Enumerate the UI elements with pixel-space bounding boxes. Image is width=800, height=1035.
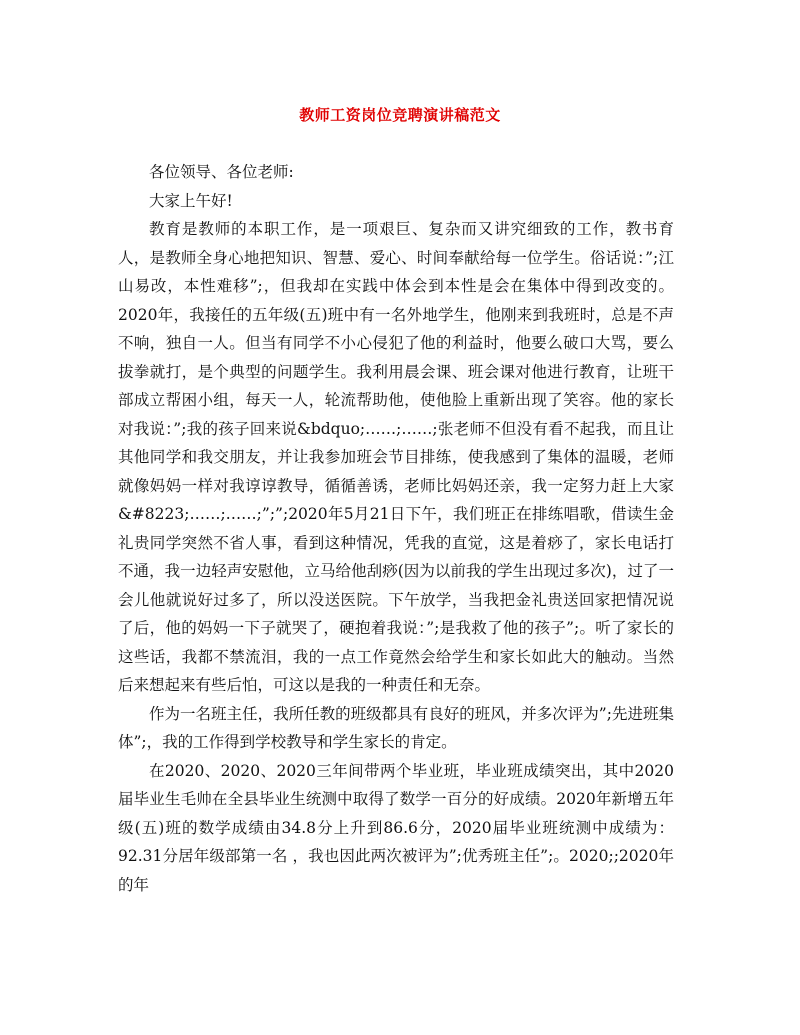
paragraph-main: 教育是教师的本职工作，是一项艰巨、复杂而又讲究细致的工作，教书育人，是教师全身心地把知识、智慧、爱心、时间奉献给每一位学生。俗话说：”;江山易改，本性难移”;，但我却在实践中体会到本性是会在集体中得到改变的。2020年，我接任的五年级(五)班中有一名外地学生，他刚来到我班时，总是不声不响，独自一人。但当有同学不小心侵犯了他的利益时，他要么破口大骂，要么拔拳就打，是个典型的问题学生。我利用晨会课、班会课对他进行教育，让班干部成立帮困小组，每天一人，轮流帮助他，使他脸上重新出现了笑容。他的家长对我说：”;我的孩子回来说&bdquo;……;……;张老师不但没有看不起我，而且让其他同学和我交朋友，并让我参加班会节目排练，使我感到了集体的温暖，老师就像妈妈一样对我谆谆教导，循循善诱，老师比妈妈还亲，我一定努力赶上大家&#8223;……;……;”;”;2020年5月21日下午，我们班正在排练唱歌，借读生金礼贵同学突然不省人事，看到这种情况，凭我的直觉，这是着痧了，家长电话打不通，我一边轻声安慰他，立马给他刮痧(因为以前我的学生出现过多次)，过了一会儿他就说好过多了，所以没送医院。下午放学，当我把金礼贵送回家把情况说了后，他的妈妈一下子就哭了，硬抱着我说：”;是我救了他的孩子”;。听了家长的这些话，我都不禁流泪，我的一点工作竟然会给学生和家长如此大的触动。当然后来想起来有些后怕，可这以是我的一种责任和无奈。	[118, 220, 674, 694]
paragraph-class-teacher: 作为一名班主任，我所任教的班级都具有良好的班风，并多次评为”;先进班集体”;，我的工作得到学校教导和学生家长的肯定。	[118, 704, 674, 751]
document-body	[118, 158, 674, 899]
paragraph-results: 在2020、2020、2020三年间带两个毕业班，毕业班成绩突出，其中2020届毕业生毛帅在全县毕业生统测中取得了数学一百分的好成绩。2020年新增五年级(五)班的数学成绩由34.8分上升到86.6分，2020届毕业班统测中成绩为：92.31分居年级部第一名 ，我也因此两次被评为”;优秀班主任”;。2020;;2020年的年	[118, 761, 674, 894]
document-title: 教师工资岗位竞聘演讲稿范文	[299, 106, 501, 124]
paragraph-salutation: 大家上午好!	[149, 191, 233, 210]
paragraph-greeting: 各位领导、各位老师:	[149, 163, 294, 181]
